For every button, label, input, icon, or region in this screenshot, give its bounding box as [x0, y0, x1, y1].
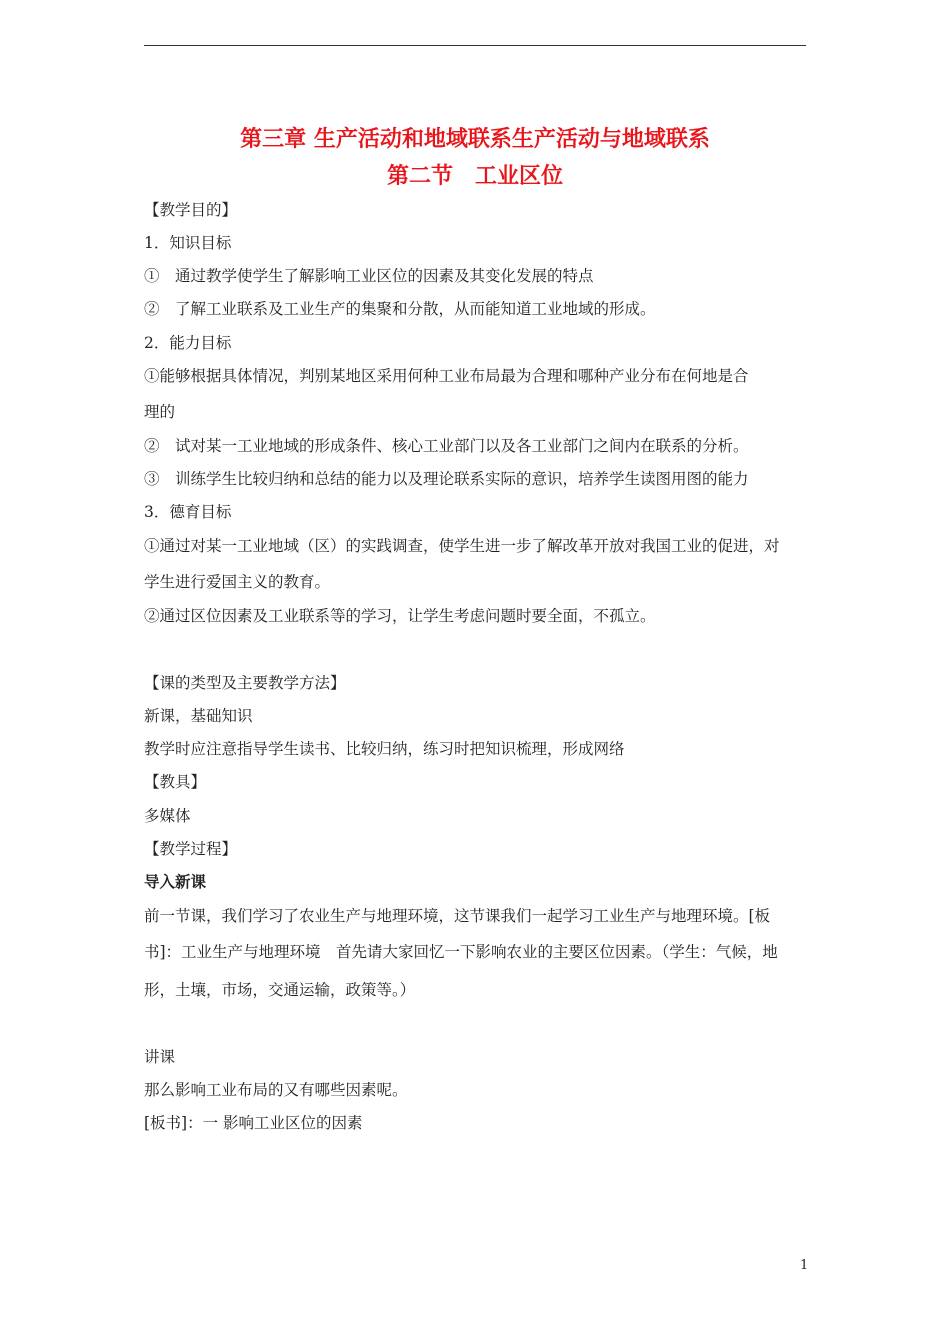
heading-objectives: 【教学目的】 [144, 201, 238, 219]
heading-teaching-aids: 【教具】 [144, 773, 207, 791]
knowledge-goal-heading: 1．知识目标 [144, 234, 232, 252]
paragraph-line: ①通过对某一工业地域（区）的实践调查，使学生进一步了解改革开放对我国工业的促进，对 [144, 537, 780, 555]
paragraph-line: 新课，基础知识 [144, 707, 253, 725]
paragraph-line: ①能够根据具体情况，判别某地区采用何种工业布局最为合理和哪种产业分布在何地是合 [144, 367, 749, 385]
page-number: 1 [800, 1258, 809, 1273]
intro-heading: 导入新课 [144, 873, 207, 891]
paragraph-line: 那么影响工业布局的又有哪些因素呢。 [144, 1081, 408, 1099]
paragraph-line: 学生进行爱国主义的教育。 [144, 573, 331, 591]
lecture-heading: 讲课 [144, 1048, 176, 1066]
paragraph-line: 教学时应注意指导学生读书、比较归纳，练习时把知识梳理，形成网络 [144, 740, 625, 758]
moral-goal-heading: 3．德育目标 [144, 503, 232, 521]
paragraph-line: ② 了解工业联系及工业生产的集聚和分散，从而能知道工业地域的形成。 [144, 300, 656, 318]
paragraph-line: 理的 [144, 403, 176, 421]
heading-teaching-process: 【教学过程】 [144, 840, 238, 858]
paragraph-line: [板书]：一 影响工业区位的因素 [144, 1114, 363, 1132]
section-title: 第二节 工业区位 [386, 164, 563, 189]
paragraph-line: ② 试对某一工业地域的形成条件、核心工业部门以及各工业部门之间内在联系的分析。 [144, 437, 749, 455]
paragraph-line: 前一节课，我们学习了农业生产与地理环境，这节课我们一起学习工业生产与地理环境。[板 [144, 907, 771, 925]
paragraph-line: ②通过区位因素及工业联系等的学习，让学生考虑问题时要全面，不孤立。 [144, 607, 656, 625]
paragraph-line: ③ 训练学生比较归纳和总结的能力以及理论联系实际的意识，培养学生读图用图的能力 [144, 470, 749, 488]
heading-lesson-type: 【课的类型及主要教学方法】 [144, 674, 346, 692]
paragraph-line: 书]：工业生产与地理环境 首先请大家回忆一下影响农业的主要区位因素。（学生：气候，地 [144, 943, 778, 961]
paragraph-line: 多媒体 [144, 807, 191, 825]
ability-goal-heading: 2．能力目标 [144, 334, 232, 352]
paragraph-line: 形，土壤，市场，交通运输，政策等。） [144, 981, 416, 999]
paragraph-line: ① 通过教学使学生了解影响工业区位的因素及其变化发展的特点 [144, 267, 594, 285]
header-rule [144, 45, 806, 46]
chapter-title: 第三章 生产活动和地域联系生产活动与地域联系 [240, 127, 710, 152]
